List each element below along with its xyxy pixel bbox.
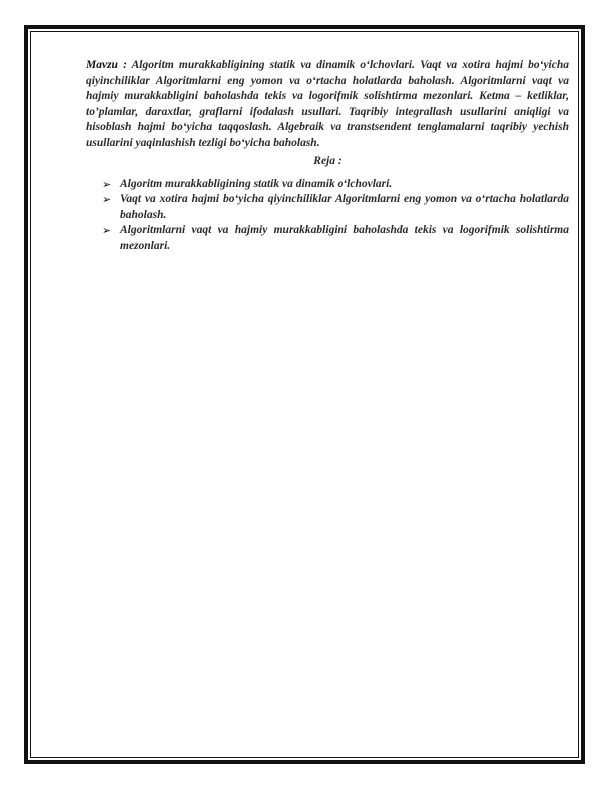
plan-item-text: Algoritmlarni vaqt va hajmiy murakkabligini baholashda tekis va logorifmik solishtirma mezonlari. — [120, 224, 569, 252]
plan-item — [102, 223, 569, 254]
topic-label: Mavzu : — [86, 59, 127, 71]
arrowhead-bullet-icon: ➢ — [102, 224, 112, 237]
topic-text: Algoritm murakkabligining statik va dinamik o‘lchovlari. Vaqt va xotira hajmi bo‘yicha qiyinchiliklar Algoritmlarni eng yomon va o‘rtacha holatlarda baholash. Algoritmlarni vaqt va hajmiy murakkabligini baholashda tekis va logorifmik solishtirma mezonlari. Ketma – ketliklar, to’plamlar, daraxtlar, graflarni ifodalash usullari. Taqribiy integrallash usullarini aniqligi va hisoblash hajmi bo‘yicha taqqoslash. Algebraik va transtsendent tenglamalarni taqribiy yechish usullarini yaqinlashish tezligi bo‘yicha baholash. — [86, 59, 570, 149]
plan-item — [102, 177, 569, 193]
plan-list — [86, 177, 569, 255]
plan-heading: Reja : — [313, 155, 342, 167]
plan-item-text: Algoritm murakkabligining statik va dinamik o‘lchovlari. — [120, 177, 393, 190]
arrowhead-bullet-icon: ➢ — [102, 193, 112, 206]
plan-item-text: Vaqt va xotira hajmi bo‘yicha qiyinchiliklar Algoritmlarni eng yomon va o‘rtacha holatlarda baholash. — [120, 193, 569, 221]
arrowhead-bullet-icon: ➢ — [102, 177, 112, 191]
topic-paragraph — [86, 58, 569, 151]
page-content — [86, 58, 569, 254]
plan-item — [102, 192, 569, 223]
